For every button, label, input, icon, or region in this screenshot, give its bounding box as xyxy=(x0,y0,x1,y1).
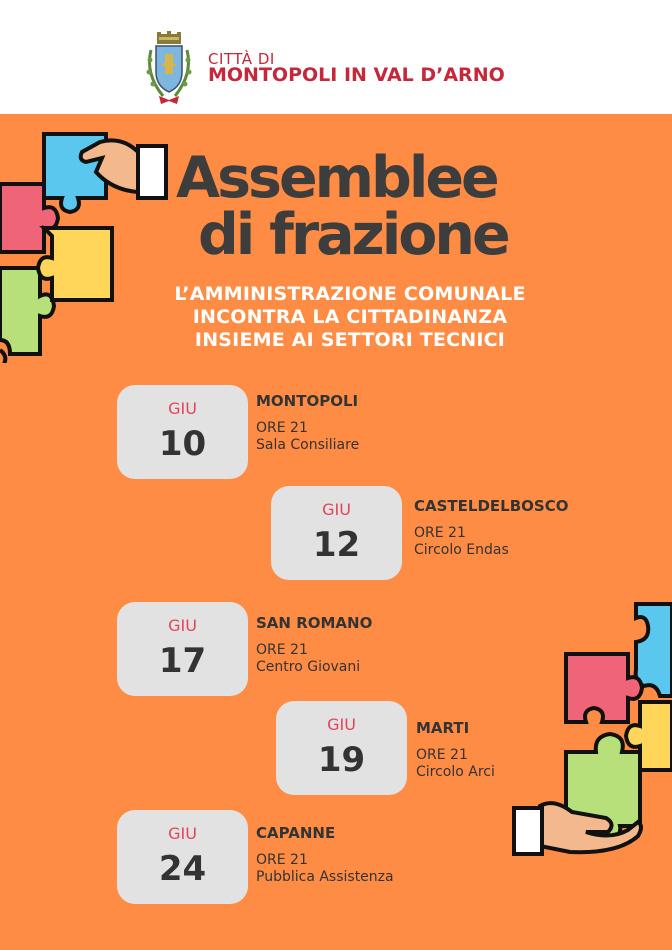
event-day: 24 xyxy=(158,849,207,889)
date-badge xyxy=(117,385,248,479)
event-day: 10 xyxy=(158,424,207,464)
date-badge xyxy=(117,810,248,904)
event-day: 19 xyxy=(317,740,366,780)
event-place: CAPANNE xyxy=(256,824,336,842)
event-place: MARTI xyxy=(416,719,470,737)
date-badge xyxy=(276,701,407,795)
event-time: ORE 21 xyxy=(256,420,308,436)
event-month: GIU xyxy=(168,824,197,843)
event-place: CASTELDELBOSCO xyxy=(414,497,569,515)
event-venue: Centro Giovani xyxy=(256,659,361,675)
municipal-crest-icon xyxy=(141,30,197,106)
subtitle xyxy=(140,283,560,352)
event-info xyxy=(256,392,359,454)
event-time: ORE 21 xyxy=(416,747,468,763)
event-venue: Circolo Arci xyxy=(416,764,495,780)
event-info xyxy=(416,719,495,781)
header-bar xyxy=(0,0,672,114)
event-venue: Sala Consiliare xyxy=(256,437,360,453)
event-month: GIU xyxy=(322,500,351,519)
event-info xyxy=(256,824,394,886)
subtitle-line: INCONTRA LA CITTADINANZA xyxy=(192,306,508,328)
subtitle-line: INSIEME AI SETTORI TECNICI xyxy=(194,329,506,351)
date-badge xyxy=(271,486,402,580)
puzzle-hand-icon xyxy=(510,600,672,858)
event-venue: Circolo Endas xyxy=(414,542,509,558)
event-month: GIU xyxy=(327,715,356,734)
event-place: MONTOPOLI xyxy=(256,392,359,410)
date-badge xyxy=(117,602,248,696)
event-info xyxy=(414,497,568,559)
event-month: GIU xyxy=(168,399,197,418)
subtitle-line: L’AMMINISTRAZIONE COMUNALE xyxy=(174,283,526,305)
event-day: 17 xyxy=(158,641,207,681)
title-line-1: Assemblee xyxy=(176,145,497,211)
event-day: 12 xyxy=(312,525,361,565)
event-place: SAN ROMANO xyxy=(256,614,373,632)
event-info xyxy=(256,614,372,676)
event-time: ORE 21 xyxy=(256,642,308,658)
city-prefix: CITTÀ DI xyxy=(208,50,275,68)
event-venue: Pubblica Assistenza xyxy=(256,869,394,885)
title-line-2: di frazione xyxy=(198,202,508,268)
event-time: ORE 21 xyxy=(414,525,466,541)
event-time: ORE 21 xyxy=(256,852,308,868)
page-title xyxy=(176,145,508,268)
city-name: MONTOPOLI IN VAL D’ARNO xyxy=(208,64,505,86)
event-month: GIU xyxy=(168,616,197,635)
